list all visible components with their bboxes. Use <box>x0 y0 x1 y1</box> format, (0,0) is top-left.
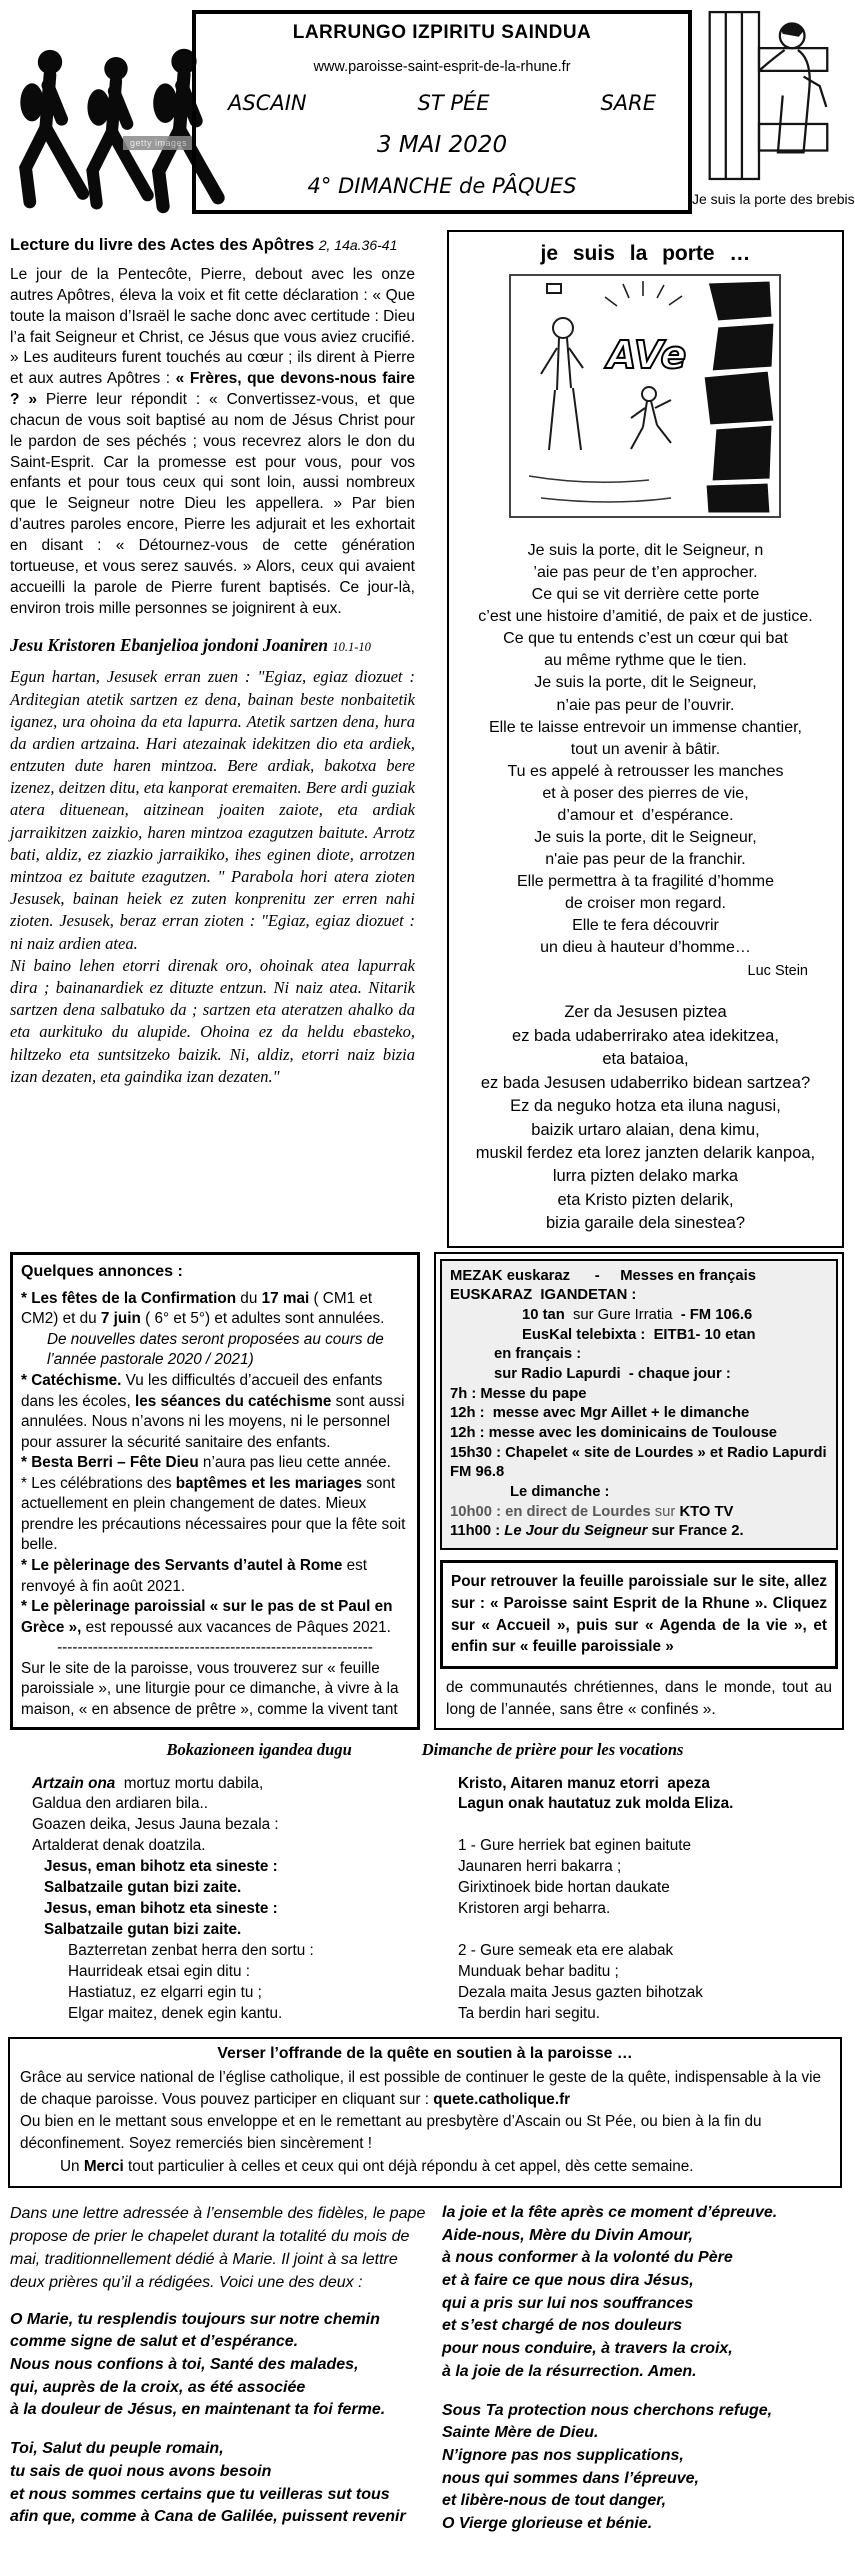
vocations-hymn-line: Jesus, eman bihotz eta sineste : <box>44 1900 278 1918</box>
mezak-masses-box <box>440 1259 838 1550</box>
mezak-line <box>450 1267 828 1287</box>
basque-poem-line: baizik urtaro alaian, dena kimu, <box>531 1120 760 1139</box>
basque-poem-line: ez bada Jesusen udaberriko bidean sartzea? <box>480 1073 811 1092</box>
mezak-line <box>450 1306 828 1326</box>
vocations-columns <box>10 1774 840 2025</box>
text-run: Le dimanche : <box>510 1484 610 1501</box>
prayer-line: O Marie, tu resplendis toujours sur notre chemin <box>10 2310 380 2328</box>
first-reading-heading <box>10 236 415 255</box>
basque-poem-line: muskil ferdez eta lorez janzten delarik kanpoa, <box>475 1144 816 1163</box>
header <box>0 0 855 228</box>
vocations-hymn-line: 2 - Gure semeak eta ere alabak <box>458 1942 674 1960</box>
annonce-item: -------------------------------------------------------------- <box>57 1639 373 1657</box>
text-run: - FM 106.6 <box>680 1307 753 1324</box>
basque-poem-line: Zer da Jesusen piztea <box>564 1003 727 1022</box>
text-run: mortuz mortu dabila, <box>115 1774 264 1792</box>
porte-poem-line: Tu es appelé à retrousser les manches <box>507 762 784 780</box>
vocations-hymn-line: Jesus, eman bihotz eta sineste : <box>44 1858 278 1876</box>
mezak-line <box>450 1483 828 1503</box>
getty-watermark: getty images <box>123 136 194 150</box>
text-run: ( CM1 et CM2) et du <box>21 1289 373 1328</box>
text-run: * <box>21 1598 32 1616</box>
annonces-title: Quelques annonces : <box>21 1262 183 1280</box>
vocations-title-french: Dimanche de prière pour les vocations <box>421 1739 684 1759</box>
mezak-line <box>450 1424 828 1444</box>
vocations-hymn-line: Goazen deika, Jesus Jauna bezala : <box>32 1816 279 1834</box>
basque-poem-line: lurra pizten delako marka <box>552 1167 739 1186</box>
vocations-hymn-line: Salbatzaile gutan bizi zaite. <box>44 1921 242 1939</box>
porte-poem-line: Je suis la porte, dit le Seigneur, <box>534 829 757 847</box>
text-run: 7 juin <box>100 1310 141 1328</box>
text-run: MEZAK euskaraz - Messes en français <box>450 1267 756 1284</box>
text-run: sur Radio Lapurdi - chaque jour : <box>494 1366 731 1383</box>
text-run: 11h00 : <box>450 1523 505 1540</box>
mezak-line <box>450 1286 828 1306</box>
prayer-line: pour nous conduire, à travers la croix, <box>442 2340 733 2358</box>
text-run: baptêmes et les mariages <box>175 1474 362 1492</box>
gate-illustration <box>509 274 781 518</box>
porte-poem-line: n'aie pas peur de la franchir. <box>545 851 746 869</box>
mezak-line <box>450 1444 831 1483</box>
prayer-line: et s’est chargé de nos douleurs <box>442 2317 683 2335</box>
vocations-hymn-line: Artalderat denak doatzila. <box>32 1837 206 1855</box>
prayer-line: à nous conformer à la volonté du Père <box>442 2249 733 2267</box>
basque-poem-line: eta bataioa, <box>602 1050 689 1069</box>
basque-poem-line: ez bada udaberrirako atea idekitzea, <box>512 1026 779 1045</box>
text-run: Pour retrouver la feuille paroissiale sur le site, allez sur : « Paroisse saint Esprit de la Rhune ». Cliquez sur « Accueil », puis sur « Agenda de la vie », et enfin sur « feuille paroissiale » <box>451 1573 827 1656</box>
prayer-line: N’ignore pas nos supplications, <box>442 2447 684 2464</box>
door-image-caption: Je suis la porte des brebis <box>692 191 855 207</box>
prayer-line: Sous Ta protection nous cherchons refuge, <box>442 2401 773 2419</box>
vocations-hymn-right <box>430 1774 840 2025</box>
text-run: 12h : messe avec les dominicains de Toulouse <box>450 1425 778 1442</box>
text-run: sont aussi annulées. Nous n’avons ni les moyens, ni le personnel pour assurer la sécurité sanitaire des enfants. <box>21 1392 405 1451</box>
gospel-title: Jesu Kristoren Ebanjelioa jondoni Joaniren <box>10 635 328 656</box>
vocations-hymn-line: Kristo, Aitaren manuz etorri apeza <box>458 1774 710 1792</box>
collection-paragraph-1 <box>20 2067 830 2111</box>
annonce-item <box>21 1659 409 1721</box>
basque-poem-line: Ez da neguko hotza eta iluna nagusi, <box>510 1097 781 1116</box>
text-run: EusKal telebixta : EITB1- 10 etan <box>522 1326 756 1343</box>
porte-poem-line: c’est une histoire d’amitié, de paix et de justice. <box>478 608 813 626</box>
town-st-pee: ST PÉE <box>417 91 490 115</box>
website-instructions-box <box>440 1560 838 1669</box>
prayer-line: Toi, Salut du peuple romain, <box>10 2440 224 2458</box>
text-run: KTO TV <box>679 1503 734 1520</box>
mezak-line <box>450 1365 828 1385</box>
pope-letter-intro: Dans une lettre adressée à l’ensemble des fidèles, le pape propose de prier le chapelet durant la totalité du mois de mai, traditionnellement dédié à Marie. Il joint à sa lettre deux prières qu’il a rédigées. Voici une des deux : <box>10 2204 426 2292</box>
vocations-hymn-line: Haurrideak etsai egin ditu : <box>68 1963 250 1981</box>
prayer-line: nous qui sommes dans l’épreuve, <box>442 2469 699 2487</box>
porte-poem-line: au même rythme que le tien. <box>544 652 747 670</box>
vocations-title-basque: Bokazioneen igandea dugu <box>166 1739 352 1759</box>
text-run: Le jour de la Pentecôte, Pierre, debout avec les onze autres Apôtres, éleva la voix et fit cette déclaration : « Que toute la maison d’Israël le sache donc avec certitude : Dieu l’a fait Seigneur et Christ, ce Jésus que vous aviez crucifié. » Les auditeurs furent touchés au cœur ; ils dirent à Pierre et aux autres Apôtres : <box>10 266 415 388</box>
announcements-row <box>10 1252 844 1730</box>
text-run: * <box>21 1371 32 1389</box>
vocations-hymn-line <box>458 1920 840 1941</box>
porte-poem-line: Je suis la porte, dit le Seigneur, <box>534 674 757 692</box>
annonce-item <box>21 1453 409 1474</box>
mezak-line <box>450 1345 828 1365</box>
text-run: 17 mai <box>261 1289 310 1307</box>
porte-poem-line: d’amour et d’espérance. <box>557 806 734 824</box>
porte-poem-line: n’aie pas peur de l’ouvrir. <box>556 696 735 714</box>
text-run: 10 tan <box>522 1307 565 1324</box>
porte-poem-line: Elle te laisse entrevoir un immense chantier, <box>488 718 802 736</box>
text-run: quete.catholique.fr <box>433 2091 571 2109</box>
prayer-line: et à faire ce que nous dira Jésus, <box>442 2271 694 2289</box>
first-reading-text <box>10 265 415 619</box>
vocations-hymn-line: Bazterretan zenbat herra den sortu : <box>68 1942 314 1960</box>
vocations-hymn-line: Dezala maita Jesus gazten bihotzak <box>458 1984 703 2002</box>
annonce-item <box>21 1371 409 1453</box>
text-run: sur <box>654 1503 680 1520</box>
porte-poem-line: Je suis la porte, dit le Seigneur, n <box>527 542 764 559</box>
text-run: Catéchisme. <box>31 1371 122 1389</box>
text-run: sont actuellement en plein changement de dates. Mieux prendre les précautions nécessaires pour que la fête soit belle. <box>21 1474 406 1554</box>
collection-paragraph-2 <box>20 2111 830 2155</box>
annonces-list <box>21 1289 409 1721</box>
porte-poem-line: de croiser mon regard. <box>565 895 726 913</box>
prayer-line: qui a pris sur lui nos souffrances <box>442 2294 694 2312</box>
mezak-line <box>450 1503 828 1523</box>
prayer-line: afin que, comme à Cana de Galilée, puissent revenir <box>10 2508 406 2526</box>
mezak-lines <box>450 1267 831 1542</box>
porte-poem-line: Ce que tu entends c’est un cœur qui bat <box>503 630 788 648</box>
text-run: du <box>236 1289 262 1307</box>
text-run: Ou bien en le mettant sous enveloppe et en le remettant au presbytère d’Ascain ou St Pée, ou bien à la fin du déconfinement. Soyez remerciés bien sincèrement ! <box>20 2113 762 2153</box>
prayer-line: Sainte Mère de Dieu. <box>442 2424 599 2442</box>
prayer-line: Nous nous confions à toi, Santé des malades, <box>10 2356 359 2373</box>
shepherd-door-figure <box>692 8 855 207</box>
prayer-line: et libère-nous de tout danger, <box>442 2492 667 2510</box>
parish-website-url: www.paroisse-saint-esprit-de-la-rhune.fr <box>313 58 571 75</box>
vocations-hymn-line: Galdua den ardiaren bila.. <box>32 1795 209 1813</box>
masthead-box <box>192 10 692 214</box>
walking-people-image <box>8 12 223 216</box>
mezak-line <box>450 1385 828 1405</box>
text-run: Sur le site de la paroisse, vous trouverez sur « feuille paroissiale », une liturgie pour ce dimanche, à vivre à la maison, « en absence de prêtre », comme la vivent tant <box>21 1659 399 1718</box>
collection-paragraph-3 <box>20 2156 830 2178</box>
prayer-line: à la joie de la résurrection. Amen. <box>442 2362 697 2380</box>
porte-poem-line: ’aie pas peur de t’en approcher. <box>533 564 758 582</box>
vocations-hymn-line <box>458 1815 840 1836</box>
text-run: * <box>21 1454 32 1472</box>
vocations-hymn-left <box>10 1774 430 2025</box>
prayer-stanza-4 <box>442 2400 840 2536</box>
shepherd-door-illustration <box>704 8 832 184</box>
svg-text:AVe: AVe <box>607 333 687 377</box>
text-run: Le pèlerinage paroissial « sur le pas de st Paul en Grèce », <box>21 1598 393 1636</box>
porte-poem-line: Ce qui se vit derrière cette porte <box>531 586 760 604</box>
text-run: De nouvelles dates seront proposées au cours de l’année pastorale 2020 / 2021) <box>47 1330 384 1369</box>
town-sare: SARE <box>600 91 656 115</box>
annonce-item <box>21 1556 409 1597</box>
basque-poem-line: bizia garaile dela sinestea? <box>545 1214 746 1233</box>
text-run: Merci <box>83 2157 124 2175</box>
text-run: Vu les difficultés d’accueil des enfants dans les écoles, <box>21 1371 383 1410</box>
porte-poem-line: tout un avenir à bâtir. <box>570 740 721 758</box>
prayer-stanza-1 <box>10 2309 430 2423</box>
vocations-hymn-line: Jaunaren herri bakarra ; <box>458 1858 622 1876</box>
mezak-line <box>450 1326 828 1346</box>
basque-poem <box>455 1001 836 1235</box>
prayer-line: à la douleur de Jésus, en maintenant ta foi ferme. <box>10 2401 386 2419</box>
gospel-reference: 10.1-10 <box>332 640 371 655</box>
text-run: Grâce au service national de l’église catholique, il est possible de continuer le geste de la quête, indispensable à la vie de chaque paroisse. Vous pouvez participer en cliquant sur : <box>20 2068 822 2109</box>
text-run: les séances du catéchisme <box>134 1392 332 1410</box>
text-run: Le pèlerinage des Servants d’autel à Rome <box>31 1557 343 1575</box>
poem-attribution: Luc Stein <box>747 963 808 980</box>
towns-row <box>206 91 678 115</box>
porte-poem-line: Elle permettra à ta fragilité d’homme <box>516 873 774 891</box>
first-reading-reference: 2, 14a.36-41 <box>318 237 398 253</box>
text-run: * <box>21 1289 32 1307</box>
meditation-title: je suis la porte … <box>540 242 751 265</box>
text-run: Besta Berri – Fête Dieu <box>31 1454 199 1472</box>
vocations-hymn-line: Lagun onak hautatuz zuk molda Eliza. <box>458 1795 734 1813</box>
text-run: 10h00 : en direct de Lourdes <box>450 1503 655 1520</box>
gospel-text-paragraph-1: Egun hartan, Jesusek erran zuen : "Egiaz, egiaz diozuet : Arditegian atetik sartzen ez dena, bainan beste nonbaitetik iganez, ura ohoina da eta lapurra. Atetik sartzen dena, hura da ardien artzaina. Hari atezainak idekitzen dio eta ardiek, entzuten dute haren mintzoa. Bere ardiak, bakotxa bere izenez, deitzen ditu, eta kanporat eremaiten. Bere ardi guziak atera dituenean, aitzinean joaiten zaiote, eta ardiak jarraikitzen zaizkio, haren mintzoa ezagutzen baitute. Arrotz bati, aldiz, ez ziazkio jarraikiko, ihes eginen diote, arrotzen mintzoa ez baitute ezagutzen. " Parabola hori atera zioten Jesusek, bainan heiek ez zuten konprenitu zer erren nahi zioten. Jesusek, beraz erran zioten : "Egiaz, egiaz diozuet : ni naiz ardien atea. <box>10 667 415 953</box>
feast-title: 4° DIMANCHE de PÂQUES <box>307 174 577 198</box>
text-run: en français : <box>494 1346 582 1363</box>
vocations-hymn-line: Elgar maitez, denek egin kantu. <box>68 2005 283 2022</box>
annonce-item <box>21 1289 409 1330</box>
mezak-line <box>450 1522 828 1542</box>
town-ascain: ASCAIN <box>228 91 307 115</box>
vocations-hymn-line: Hastiatuz, ez elgarri egin tu ; <box>68 1984 262 2002</box>
walking-silhouettes-illustration <box>8 12 223 216</box>
text-run: Le Jour du Seigneur <box>504 1523 648 1540</box>
annonce-item <box>21 1330 409 1371</box>
text-run: Artzain ona <box>32 1774 116 1792</box>
text-run: sur France 2. <box>647 1523 744 1540</box>
vocations-hymn-line: Girixtinoek bide hortan daukate <box>458 1879 670 1897</box>
vocations-hymn-line: Salbatzaile gutan bizi zaite. <box>44 1879 242 1897</box>
basque-poem-line: eta Kristo pizten delarik, <box>557 1190 734 1209</box>
prayer-line: qui, auprès de la croix, as été associée <box>10 2378 306 2396</box>
parish-name: LARRUNGO IZPIRITU SAINDUA <box>292 22 592 43</box>
porte-poem <box>455 540 836 959</box>
text-run: Pierre leur répondit : « Convertissez-vous, et que chacun de vous soit baptisé au nom de Jésus Christ pour le pardon de ses péchés ; vous recevrez alors le don du Saint-Esprit. Car la promesse est pour vous, pour vos enfants et pour tous ceux qui sont loin, aussi nombreux que le Seigneur notre Dieu les appellera. » Par bien d’autres paroles encore, Pierre les adjurait et les exhortait en disant : « Détournez-vous de cette génération tortueuse, et vous serez sauvés. » Alors, ceux qui avaient accueilli la parole de Pierre furent baptisés. Ce jour-là, environ trois mille personnes se joignirent à eux. <box>10 391 415 617</box>
annonce-item <box>21 1597 409 1638</box>
vocations-hymn-line: Ta berdin hari segitu. <box>458 2005 601 2022</box>
annonces-continuation-text: de communautés chrétiennes, dans le monde, tout au long de l’année, sans être « confinés ». <box>446 1678 832 1718</box>
porte-poem-line: Elle te fera découvrir <box>572 917 719 935</box>
text-run: sur Gure Irratia <box>564 1307 681 1324</box>
vocations-hymn-line <box>32 1774 430 1795</box>
text-run: 12h : messe avec Mgr Aillet + le dimanche <box>450 1405 750 1422</box>
annonces-box <box>10 1252 420 1730</box>
prayer-line: Aide-nous, Mère du Divin Amour, <box>442 2226 693 2244</box>
je-suis-la-porte-box <box>447 230 844 1248</box>
text-run: « Frères, que devons-nous faire ? » <box>10 370 415 409</box>
mezak-line <box>450 1404 828 1424</box>
prayer-right-column <box>430 2202 840 2552</box>
text-run: tout particulier à celles et ceux qui ont déjà répondu à cet appel, dès cette semaine. <box>123 2157 694 2175</box>
prayer-stanza-2 <box>10 2438 430 2529</box>
prayer-stanza-3 <box>442 2202 840 2384</box>
text-run: est repoussé aux vacances de Pâques 2021. <box>81 1618 391 1636</box>
prayer-left-column <box>10 2202 430 2552</box>
vocations-hymn-line: 1 - Gure herriek bat eginen baitute <box>458 1837 691 1855</box>
text-run: Les fêtes de la Confirmation <box>31 1289 237 1307</box>
gospel-heading <box>10 635 415 656</box>
schedule-stack <box>434 1252 844 1730</box>
vocations-headings <box>10 1740 840 1760</box>
text-run: EUSKARAZ IGANDETAN : <box>450 1287 637 1304</box>
text-run: est renvoyé à fin août 2021. <box>21 1557 368 1595</box>
prayer-line: la joie et la fête après ce moment d’épreuve. <box>442 2203 778 2221</box>
porte-poem-line: et à poser des pierres de vie, <box>542 784 749 802</box>
vocations-hymn-line: Kristoren argi beharra. <box>458 1900 611 1918</box>
gospel-text-paragraph-2: Ni baino lehen etorri direnak oro, ohoinak atea lapurrak dira ; bainanardiek ez dituzte entzun. Ni naiz atea. Nitarik sartzen dena salbatuko da ; sartzen eta ateratzen ahalko da eta aurkituko du alupide. Ohoina ez da heldu ebasteko, hiltzeko eta suntsitzeko baizik. Ni, aldiz, etorri naiz bizia izan dezaten, eta gaindika izan dezaten." <box>10 955 415 1086</box>
meditation-column <box>447 230 844 1248</box>
collection-title: Verser l’offrande de la quête en soutien à la paroisse … <box>217 2044 633 2062</box>
text-run: * <box>21 1557 32 1575</box>
prayer-line: tu sais de quoi nous avons besoin <box>10 2462 272 2480</box>
prayer-line: et nous sommes certains que tu veilleras sut tous <box>10 2485 390 2503</box>
text-run: ( 6° et 5°) et adultes sont annulées. <box>140 1310 385 1328</box>
collection-offering-box <box>8 2037 842 2188</box>
gate-drawing <box>511 276 779 516</box>
vocations-section <box>10 1740 840 2025</box>
first-reading-title: Lecture du livre des Actes des Apôtres <box>10 236 315 254</box>
readings-column <box>10 230 415 1088</box>
porte-poem-line: un dieu à hauteur d’homme… <box>540 939 751 957</box>
text-run: n’aura pas lieu cette année. <box>198 1454 391 1472</box>
prayer-line: comme signe de salut et d’espérance. <box>10 2333 299 2351</box>
text-run: 15h30 : Chapelet « site de Lourdes » et Radio Lapurdi FM 96.8 <box>450 1444 831 1481</box>
main-columns <box>10 230 844 1248</box>
text-run: Un <box>60 2157 84 2175</box>
text-run: * Les célébrations des <box>21 1474 176 1492</box>
issue-date: 3 MAI 2020 <box>376 131 508 158</box>
vocations-hymn-line: Munduak behar baditu ; <box>458 1963 619 1981</box>
prayer-line: O Vierge glorieuse et bénie. <box>442 2515 653 2533</box>
prayers-section <box>10 2202 840 2552</box>
annonce-item <box>21 1474 409 1556</box>
text-run: 7h : Messe du pape <box>450 1385 587 1402</box>
